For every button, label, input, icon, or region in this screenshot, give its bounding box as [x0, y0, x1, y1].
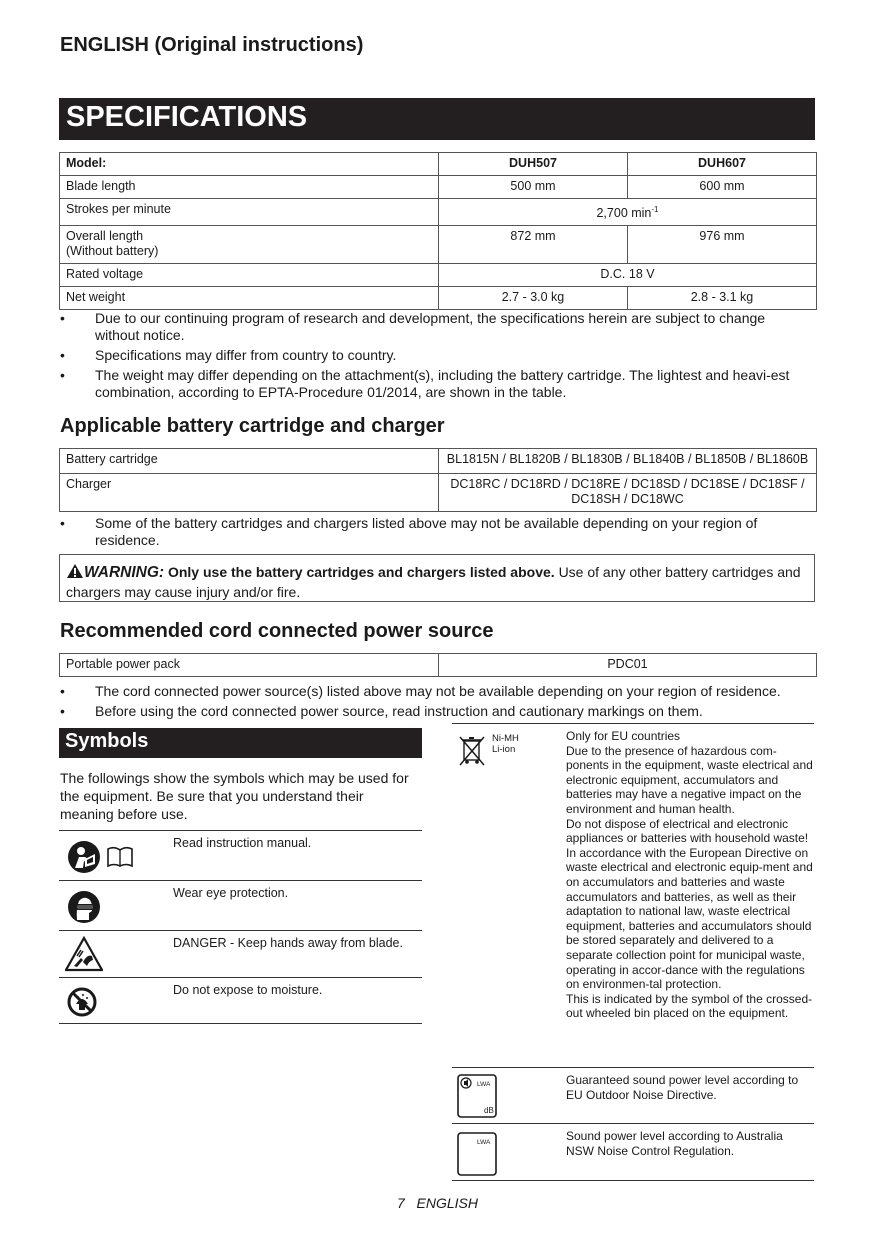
- blade-length-duh507: 500 mm: [439, 176, 628, 199]
- rated-voltage-label: Rated voltage: [60, 264, 439, 287]
- symbols-intro: The followings show the symbols which may be used for the equipment. Be sure that you understand their meaning before use.: [60, 770, 409, 822]
- symbol-icon-cell: [452, 1068, 560, 1124]
- list-item: • The cord connected power source(s) listed above may not be available depending on your region of residence.: [60, 683, 830, 700]
- symbols-title: Symbols: [59, 728, 422, 758]
- eye-protection-icon: [67, 890, 101, 924]
- warning-text: Use of any other battery cartridges and chargers may cause injury and/or fire.: [66, 564, 801, 600]
- guaranteed-sound-power-icon: [457, 1074, 497, 1118]
- no-moisture-icon: [67, 987, 97, 1017]
- blade-length-duh607: 600 mm: [628, 176, 817, 199]
- charger-label: Charger: [60, 474, 439, 512]
- symbol-description: Read instruction manual.: [167, 831, 422, 881]
- symbol-icon-cell: [452, 724, 560, 1068]
- charger-value: DC18RC / DC18RD / DC18RE / DC18SD / DC18SE / DC18SF / DC18SH / DC18WC: [439, 474, 817, 512]
- table-row: [452, 1068, 814, 1124]
- symbol-description: Guaranteed sound power level according to EU Outdoor Noise Directive.: [560, 1068, 814, 1124]
- model-label: Model:: [60, 153, 439, 176]
- rated-voltage-value: D.C. 18 V: [439, 264, 817, 287]
- warning-word: WARNING:: [84, 564, 165, 581]
- table-row: [59, 831, 422, 881]
- battery-heading: Applicable battery cartridge and charger: [60, 415, 445, 437]
- net-weight-label: Net weight: [60, 287, 439, 310]
- crossed-bin-icon: [458, 734, 486, 766]
- book-icon: [106, 846, 134, 868]
- table-row: [60, 474, 817, 512]
- net-weight-duh507: 2.7 - 3.0 kg: [439, 287, 628, 310]
- table-row: [59, 978, 422, 1024]
- symbol-icon-cell: [452, 1124, 560, 1181]
- symbol-icon-cell: [59, 931, 167, 978]
- hands-away-blade-icon: [65, 936, 103, 972]
- list-item: • Some of the battery cartridges and chargers listed above may not be available depending on your region of residence.: [60, 515, 812, 549]
- overall-length-label-line2: (Without battery): [66, 244, 159, 259]
- symbol-icon-cell: [59, 831, 167, 881]
- bin-icon-label: [492, 733, 519, 755]
- overall-length-label: [60, 226, 439, 264]
- right-symbols-table: [452, 723, 814, 1181]
- strokes-unit-exponent: -1: [651, 205, 659, 214]
- lwa-text: LWA: [477, 1081, 491, 1088]
- left-symbols-table: [59, 830, 422, 1024]
- blade-length-label: Blade length: [60, 176, 439, 199]
- table-row: [60, 449, 817, 474]
- list-item: • Specifications may differ from country to country.: [60, 347, 812, 364]
- overall-length-label-line1: Overall length: [66, 229, 144, 244]
- table-row: [60, 264, 817, 287]
- table-row: [59, 881, 422, 931]
- model-duh607: DUH607: [628, 153, 817, 176]
- read-manual-icon: [67, 840, 101, 874]
- symbol-icon-cell: [59, 978, 167, 1024]
- net-weight-duh607: 2.8 - 3.1 kg: [628, 287, 817, 310]
- symbol-description: Only for EU countries Due to the presence of hazardous com-ponents in the equipment, waste electrical and electronic equipment, accumulators and batteries may have a negative impact on the environment and human health. Do not dispose of electrical and electronic appliances or batteries with household waste! In accordance with the European Directive on waste electrical and electronic equip-ment and on accumulators and batteries and waste accumulators and batteries, as well as their adaptation to national law, waste electrical equipment, batteries and accumulators should be stored separately and delivered to a separate collection point for municipal waste, operating in accor-dance with the regulations on environmen-tal protection. This is indicated by the symbol of the crossed-out wheeled bin placed on the equipment.: [560, 724, 814, 1068]
- footer-language: ENGLISH: [416, 1195, 478, 1211]
- table-row: [452, 1124, 814, 1181]
- symbol-description: DANGER - Keep hands away from blade.: [167, 931, 422, 978]
- table-row: [60, 226, 817, 264]
- list-item: • Due to our continuing program of research and development, the specifications herein are subject to change without notice.: [60, 310, 812, 344]
- table-row: [60, 287, 817, 310]
- page-header: ENGLISH (Original instructions): [60, 34, 364, 56]
- page-footer: [0, 1195, 875, 1211]
- overall-length-duh607: 976 mm: [628, 226, 817, 264]
- overall-length-duh507: 872 mm: [439, 226, 628, 264]
- list-item: • The weight may differ depending on the attachment(s), including the battery cartridge. The lightest and heavi-est combination, according to EPTA-Procedure 01/2014, are shown in the table.: [60, 367, 812, 401]
- strokes-label: Strokes per minute: [60, 199, 439, 226]
- page-number: 7: [397, 1195, 405, 1211]
- battery-table: [59, 448, 817, 512]
- specifications-title: SPECIFICATIONS: [59, 98, 815, 140]
- warning-bold-text: Only use the battery cartridges and chargers listed above.: [167, 564, 555, 580]
- sound-power-australia-icon: [457, 1132, 497, 1176]
- battery-cartridge-value: BL1815N / BL1820B / BL1830B / BL1840B / BL1850B / BL1860B: [439, 449, 817, 474]
- table-row: [60, 654, 817, 677]
- table-row: [60, 176, 817, 199]
- strokes-number: 2,700 min: [596, 206, 652, 221]
- ni-mh-label: Ni-MH: [492, 733, 519, 744]
- svg-text:dB: dB: [484, 1106, 494, 1115]
- portable-power-pack-value: PDC01: [439, 654, 817, 677]
- battery-notes: [60, 515, 812, 552]
- table-row: [452, 724, 814, 1068]
- warning-triangle-icon: [66, 563, 84, 583]
- model-duh507: DUH507: [439, 153, 628, 176]
- symbol-icon-cell: [59, 881, 167, 931]
- battery-cartridge-label: Battery cartridge: [60, 449, 439, 474]
- symbol-description: Wear eye protection.: [167, 881, 422, 931]
- strokes-value: [439, 199, 817, 226]
- power-source-notes: [60, 683, 830, 723]
- list-item: • Before using the cord connected power source, read instruction and cautionary markings on them.: [60, 703, 830, 720]
- symbol-description: Do not expose to moisture.: [167, 978, 422, 1024]
- specifications-table: [59, 152, 817, 310]
- symbol-description: Sound power level according to Australia NSW Noise Control Regulation.: [560, 1124, 814, 1181]
- specification-notes: [60, 310, 812, 404]
- warning-box: [59, 554, 815, 602]
- table-row: [59, 931, 422, 978]
- portable-power-pack-label: Portable power pack: [60, 654, 439, 677]
- power-source-heading: Recommended cord connected power source: [60, 620, 494, 642]
- power-source-table: [59, 653, 817, 677]
- lwa-text: LWA: [477, 1139, 491, 1146]
- table-row: [60, 199, 817, 226]
- li-ion-label: Li-ion: [492, 744, 516, 755]
- table-row: [60, 153, 817, 176]
